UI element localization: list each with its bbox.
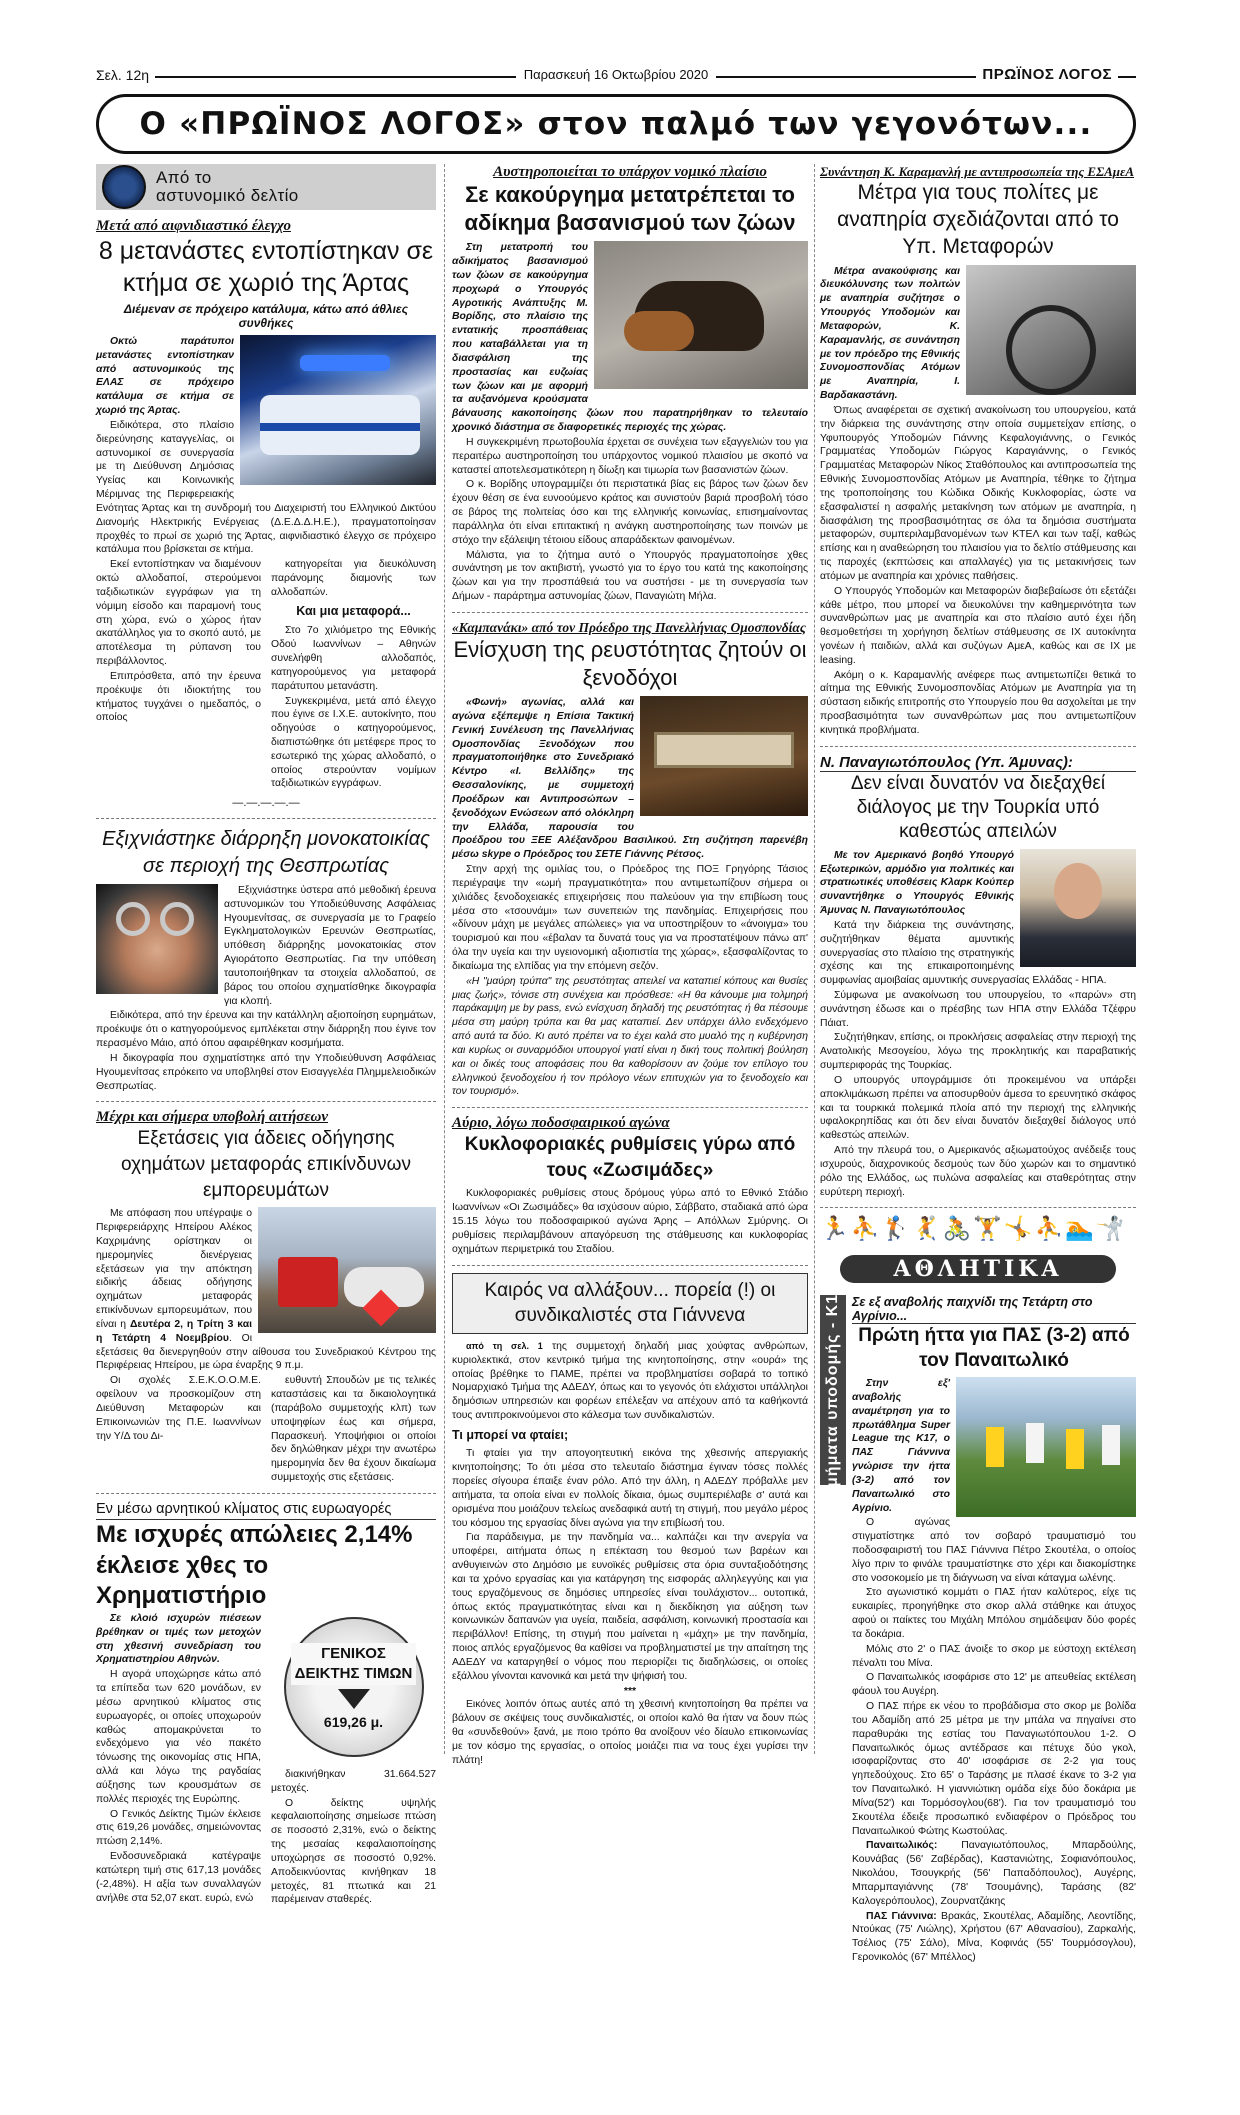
article-paragraph: Για παράδειγμα, με την πανδημία να... καλπάζει και την ανεργία να υποφέρει, αιτήματα όπως η επέκταση του θεσμού των βαρέων και ανθυγιεινών στο Δημόσιο με ευνοϊκές ρυθμίσεις στα όρια συνταξιοδότησης και τα χρόνο εργασίας και για κατάργηση της εισφοράς αλληλεγγύης και για τους εργαζόμενους σε δημόσιες υπηρεσίες είναι τουλάχιστον... ουτοπικά, όπως εκτός πραγματικότητας είναι και η διεκδίκηση για αύξηση των κοινωνικών δαπανών για υγεία, παιδεία, ασφάλιση, κοινωνική προστασία και περιβάλλον! Επίσης, τη στιγμή που μαίνεται η «μάχη» με την πανδημία, ποιος απλός εργαζόμενος θα καθίσει να προβληματιστεί με την απαίτηση της ΑΔΕΔΥ να καταργηθεί ο νόμος που περιορίζει τις διαδηλώσεις, οι οποίες εξάλλου γίνονται κανονικά και μετά την ψήφισή του.: [452, 1532, 808, 1682]
reception-photo: [640, 696, 808, 816]
column-divider: [444, 164, 445, 1754]
article-paragraph: Με απόφαση που υπέγραψε ο Περιφερειάρχης Ηπείρου Αλέκος Καχριμάνης ορίστηκαν οι ημερομηνίες διενέργειας εξετάσεων για την απόκτηση ειδικής άδειας οδήγησης οχημάτων μεταφοράς επικίνδυνων εμπορευμάτων, που είναι η Δευτέρα 2, η Τρίτη 3 και η Τετάρτη 4 Νοεμβρίου. Οι εξετάσεις θα διενεργηθούν στην αίθουσα του Συνεδριακού Κέντρου της Περιφέρειας Ηπείρου, με ώρα έναρξης 9 π.μ.: [96, 1208, 436, 1372]
column-center: [452, 164, 808, 1766]
article-kicker: Εν μέσω αρνητικού κλίματος στις ευρωαγορές: [96, 1501, 436, 1520]
article-kicker: Μετά από αιφνιδιαστικό έλεγχο: [96, 218, 291, 234]
athletes-silhouette-icon: 🏃⛹🏌🤾🚴🏋🤸⛹🏊🤺: [820, 1215, 1127, 1242]
article-kicker: Αυστηροποιείται το υπάρχον νομικό πλαίσιο: [493, 164, 767, 180]
article-lead: Στην εξ' αναβολής αναμέτρηση για το πρωτάθλημα Super League της Κ17, ο ΠΑΣ Γιάννινα γνώρισε την ήττα (3-2) από τον Παναιτωλικό στο Αγρίνιο.: [852, 1378, 950, 1514]
article-burglary: [96, 826, 436, 1102]
article-paragraph: Ο ΠΑΣ πήρε εκ νέου το προβάδισμα στο σκορ με βολίδα του Αδαμίδη από 25 μέτρα με την μπάλα να πηγαίνει στο παραθυράκι της εστίας του Παναγιωτόπουλου 1-2. Ο Παναιτωλικός όμως αντέδρασε και πέτυχε δύο γκολ, ισοφαρίζοντας στο 40' ισοφάρισε σε 2-2 για τους γηπεδούχους. Στο 65' ο Ταράσης με πλασέ έκανε το 3-2 για τον Παναιτωλικό. Η γιαννιώτικη ομάδα είχε δύο δοκάρια με Μίνα(52') και Τορμόσογλου(68'). Για τον τραυματισμό του Σκουτέλα έδειξε προσωπικό ενδιαφέρον ο Πρόεδρος του Παναιτωλικού Φώτης Κωστούλας.: [852, 1701, 1136, 1837]
article-title: Κυκλοφοριακές ρυθμίσεις γύρω από τους «Ζωσιμάδες»: [464, 1134, 796, 1181]
article-title: 8 μετανάστες εντοπίστηκαν σε κτήμα σε χωριό της Άρτας: [98, 237, 434, 297]
article-paragraph: Εκεί εντοπίστηκαν να διαμένουν οκτώ αλλοδαποί, στερούμενοι ταξιδιωτικών εγγράφων για τη νόμιμη είσοδο και παραμονή τους στη χώρα, ενώ ο χώρος ήταν ακατάλληλος για το σκοπό αυτό, με αποτέλεσμα τη ρύπανση του περιβάλλοντος.: [96, 559, 261, 668]
article-paragraph: Εικόνες λοιπόν όπως αυτές από τη χθεσινή κινητοποίηση θα πρέπει να βάλουν σε σκέψεις τους συνδικαλιστές, οι οποίοι καλό θα ήταν να δουν πώς θα «συνδεθούν» ξανά, με ποιο τρόπο θα ανοίξουν νέο δίαυλο επικοινωνίας με τον κόσμο της εργασίας, ο οποίος μοιάζει πια να τους έχει γυρίσει την πλάτη!: [452, 1699, 808, 1766]
article-title: Ενίσχυση της ρευστότητας ζητούν οι ξενοδόχοι: [453, 636, 807, 690]
handcuffs-photo: [96, 884, 218, 994]
article-paragraph: Ο Γενικός Δείκτης Τιμών έκλεισε στις 619,26 μονάδες, σημειώνοντας πτώση 2,14%.: [96, 1808, 261, 1848]
police-emblem-icon: [102, 165, 146, 209]
article-paragraph: Οι σχολές Σ.Ε.Κ.Ο.Ο.Μ.Ε. οφείλουν να προσκομίζουν στη Διεύθυνση Μεταφορών και Επικοινωνιών της Π.Ε. Ιωαννίνων την Υ/Δ του Δι-: [96, 1375, 261, 1442]
youth-section-tag: Τμήματα υποδομής - Κ17: [820, 1295, 846, 1485]
article-kicker: Μέχρι και σήμερα υποβολή αιτήσεων: [96, 1109, 329, 1126]
minister-photo: [1020, 849, 1136, 967]
article-paragraph: Στο αγωνιστικό κομμάτι ο ΠΑΣ ήταν καλύτερος, είχε τις ευκαιρίες, προηγήθηκε στο σκορ αλλά στάθηκε και άτυχος αφού οι παίκτες του Μιχάλη Μπόλου σημάδεψαν δύο φορές τα δοκάρια.: [852, 1587, 1136, 1640]
article-disability-measures: [820, 164, 1136, 747]
article-paragraph: από τη σελ. 1 της συμμετοχή δηλαδή μιας χούφτας ανθρώπων, κυριολεκτικά, στον κεντρικό τμήμα της κινητοποίησης, στην «ουρά» της οποίας βρέθηκε το ΠΑΜΕ, πρέπει να προβληματίσει σοβαρά το τοπικό Νομαρχιακό Τμήμα της ΑΔΕΔΥ, όπως και το γεγονός ότι ελάχιστοι υπάλληλοι δημόσιων υπηρεσιών και φορέων επέλεξαν να απέχουν από τα καθήκοντά τους αντιπροκινούμενοι στο κάλεσμα των συνδικαλιστών.: [452, 1340, 808, 1422]
article-kicker: «Καμπανάκι» από τον Πρόεδρο της Πανελλήνιας Ομοσπονδίας: [452, 619, 806, 635]
article-stock-market: [96, 1501, 436, 1908]
lineup-home: Παναιτωλικός: Παναγιωτόπουλος, Μπαρδούλης, Κουνάβας (56' Ζαβέρδας), Καστανιώτης, Σοφιανόπουλος, Νικολάου, Τσουγκρής (56' Παπαδόπουλος), Αυγέρης, Μπαρμπαγιάννης (78' Τσουμάνης), Ταράσης (82' Καλογερόπουλος), Ζουρνατζάκης: [852, 1840, 1136, 1907]
down-arrow-icon: [338, 1689, 370, 1709]
football-match-photo: [956, 1377, 1136, 1517]
article-subtitle: Διέμεναν σε πρόχειρο κατάλυμα, κάτω από άθλιες συνθήκες: [123, 302, 409, 330]
article-migrants: [96, 218, 436, 819]
article-paragraph: κατηγορείται για διευκόλυνση παράνομης διαμονής των αλλοδαπών.: [271, 559, 436, 598]
article-lead: Στη μετατροπή του αδικήματος βασανισμού των ζώων σε κακούργημα προχωρά ο Υπουργός Αγροτικής Ανάπτυξης Μ. Βορίδης, στο πλαίσιο της εντατικής προσπάθειας που καταβάλλεται για τη διασφάλιση της προστασίας και ευζωίας των ζώων και με αφορμή τα αυξανόμενα κρούσματα βάναυσης κακοποίησης ζώων που παρατηρήθηκαν το τελευταίο χρονικό διάστημα σε διαφορετικές περιοχές της χώρας.: [452, 242, 808, 434]
article-paragraph: Κατά την διάρκεια της συνάντησης, συζητήθηκαν θέματα αμυντικής συνεργασίας στο πλαίσιο της στρατηγικής σχέσης και της επικαιροποιημένης συμφωνίας αμοιβαίας αμυντικής συνεργασίας Ελλάδας - ΗΠΑ.: [820, 919, 1107, 987]
article-animal-abuse: [452, 164, 808, 613]
article-subheading: Τι μπορεί να φταίει;: [452, 1427, 569, 1442]
article-title: Σε κακούργημα μετατρέπεται το αδίκημα βασανισμού των ζώων: [464, 182, 796, 236]
article-paragraph: Ακόμη ο κ. Καραμανλής ανέφερε πως αντιμετωπίζει θετικά το αίτημα της Εθνικής Συνομοσπονδίας Ατόμων με Αναπηρία για τη σύσταση ειδικής επιτροπής στο Υπουργείο που θα ασχολείται με την προσβασιμότητα των συνανθρώπων μας που αντιμετωπίζουν κινητικά προβλήματα.: [820, 669, 1136, 736]
article-paragraph: Συγκεκριμένα, μετά από έλεγχο που έγινε σε Ι.Χ.Ε. αυτοκίνητο, που οδηγούσε ο κατηγορούμενος, διαπιστώθηκε ότι μετέφερε προς το εσωτερικό της χώρας αλλοδαπό, ο οποίος στερούνταν νομίμων ταξιδιωτικών εγγράφων.: [271, 695, 436, 790]
column-divider: [814, 164, 815, 1754]
article-paragraph: διακινήθηκαν 31.664.527 μετοχές.: [271, 1768, 436, 1794]
article-paragraph: Ενδοσυνεδριακά κατέγραψε κατώτερη τιμή στις 617,13 μονάδες (-2,48%). Η αξία των συναλλαγών ανήλθε στα 52,07 εκατ. ευρώ, ενώ: [96, 1851, 261, 1904]
article-paragraph: Η αγορά υποχώρησε κάτω από τα επίπεδα των 620 μονάδων, εν μέσω αρνητικού κλίματος στις ευρωαγορές, οι οποίες υποχωρούν καθώς απομακρύνεται το ενδεχόμενο για νέο πακέτο τόνωσης της οικονομίας στις ΗΠΑ, αλλά και λόγω της ραγδαίας αύξησης των κρουσμάτων σε πολλές περιοχές της Ευρώπης.: [96, 1669, 261, 1805]
article-paragraph: Όπως αναφέρεται σε σχετική ανακοίνωση του υπουργείου, κατά την διάρκεια της συνάντησης στην οποία συμμετείχαν επίσης, ο Υφυπουργός Υποδομών Γιάννης Κεφαλογιάννης, ο Γενικός Γραμματέας Υποδομών Γιώργος Καραγιάννης, ο Γενικός Γραμματέας Μεταφορών Νίκος Σταθόπουλος και αντιπροσωπεία της Εθνικής Συνομοσπονδίας Ατόμων με Αναπηρία, τέθηκε το ζήτημα της τροποποίησης του Κώδικα Οδικής Κυκλοφορίας, ώστε να εξασφαλιστεί η ασφαλής μετακίνηση των ατόμων με αναπηρία, η διασφάλιση της προσβασιμότητας σε όλα τα δημόσια συστήματα μεταφορών, συμπεριλαμβανομένων των ΚΤΕΛ και των ταξί, καθώς επίσης και η αναθεώρηση του πλαισίου για το δελτίο στάθμευσης και τις παροχές (εκπτώσεις και απαλλαγές) για τις μετακινήσεις των ατόμων με αναπηρία και χρόνιες παθήσεις.: [820, 404, 1136, 582]
sports-section-header: [820, 1215, 1136, 1289]
article-traffic: [452, 1115, 808, 1265]
index-value: 619,26 μ.: [323, 1713, 384, 1730]
tanker-truck-photo: [258, 1207, 436, 1333]
article-paragraph: Ο υπουργός υπογράμμισε ότι προκειμένου να υπάρξει αποκλιμάκωση πρέπει να αποσυρθούν άμεσα το ερευνητικό σκάφος και τα τουρκικά πολεμικά πλοία από την περιοχή της ελληνικής υφαλοκρηπίδας και ότι δεν είναι δυνατόν διεξαχθεί διάλογος υπό καθεστώς απειλών.: [820, 1074, 1136, 1142]
wheelchair-photo: [966, 265, 1136, 395]
article-title-box: [452, 1273, 808, 1334]
article-defense: [820, 754, 1136, 1209]
article-paragraph: Στο 7ο χιλιόμετρο της Εθνικής Οδού Ιωαννίνων – Αθηνών συνελήφθη αλλοδαπός, κατηγορούμενος για μεταφορά παράτυπου μετανάστη.: [271, 625, 436, 692]
article-title: Δεν είναι δυνατόν να διεξαχθεί διάλογος με την Τουρκία υπό καθεστώς απειλών: [850, 772, 1106, 843]
article-paragraph: Ο δείκτης υψηλής κεφαλαιοποίησης σημείωσε πτώση σε ποσοστό 2,31%, ενώ ο δείκτης της μεσαίας κεφαλαιοποίησης υποχώρησε σε ποσοστό 0,92%. Αποδεικνύοντας κινήθηκαν 18 μετοχές, 81 πτωτικά και 21 παρέμειναν σταθερές.: [271, 1797, 436, 1906]
article-paragraph: Ο Υπουργός Υποδομών και Μεταφορών διαβεβαίωσε ότι εξετάζει κάθε μέτρο, που μπορεί να διευκολύνει την καθημερινότητα των συνανθρώπων μας με αναπηρία και στο πλαίσιο αυτό έχει ήδη θεσμοθετήσει τη χορήγηση δελτίων στάθμευσης σε ΙΧ αυτοκίνητα γονέων ή παιδιών, αλλά και συζύγων ΑμεΑ, καθώς και σε ΙΧ με leasing.: [820, 585, 1136, 666]
article-lead: Μέτρα ανακούφισης και διευκόλυνσης των πολιτών με αναπηρία συζήτησε ο Υπουργός Υποδομών και Μεταφορών, Κ. Καραμανλής, σε συνάντηση με τον πρόεδρο της Εθνικής Συνομοσπονδίας Ατόμων με Αναπηρία, Ι. Βαρδακαστάνη.: [820, 265, 960, 402]
article-lead: Με τον Αμερικανό βοηθό Υπουργό Εξωτερικών, αρμόδιο για πολιτικές και στρατιωτικές υποθέσεις Κλαρκ Κούπερ συναντήθηκε ο Υπουργός Εθνικής Άμυνας Ν. Παναγιωτόπουλος: [820, 849, 1014, 917]
article-paragraph: Σύμφωνα με ανακοίνωση του υπουργείου, το «παρών» στη συνάντηση έδωσε και ο πρέσβης των ΗΠΑ στην Ελλάδα Τζέφρυ Πάιατ.: [820, 990, 1136, 1029]
lineup-away: ΠΑΣ Γιάννινα: Βρακάς, Σκουτέλας, Αδαμίδης, Λεοντίδης, Ντούκας (75' Λιώλης), Χρήστου (67' Αθανασίου), Ζαρκαλής, Τσέλιος (75' Σάλο), Μίνα, Κοφινάς (55' Τουρμόσογλου), Γερονικολός (67' Μπέλλος): [852, 1910, 1136, 1963]
article-paragraph: Η συγκεκριμένη πρωτοβουλία έρχεται σε συνέχεια των εξαγγελιών του για περαιτέρω αυστηροποίηση του υπάρχοντος νομικού πλαισίου με σκοπό να καταστεί αποτελεσματικότερη η δίωξη και τιμωρία των βασανιστών ζώων.: [452, 436, 808, 476]
page-header: [96, 64, 1136, 86]
article-paragraph: Ο κ. Βορίδης υπογραμμίζει ότι περιστατικά βίας εις βάρος των ζώων δεν έχουν θέση σε ένα ευνοούμενο κράτος και συνιστούν βαριά προσβολή τόσο σε βάρος της πολιτείας όσο και της ελληνικής κοινωνίας, επισημαίνοντας παράλληλα ότι είναι επιτακτική η ανάγκη αυστηροποίησης των ποινών με στόχο την εξάλειψη τέτοιου είδους απαράδεκτων φαινομένων.: [452, 479, 808, 546]
column-right: [820, 164, 1136, 1963]
article-paragraph: Η δικογραφία που σχηματίστηκε από την Υποδιεύθυνση Ασφάλειας Ηγουμενίτσας επρόκειτο να υποβληθεί στον Εισαγγελέα Πλημμελειοδικών Θεσπρωτίας.: [96, 1052, 436, 1092]
article-lead: «Φωνή» αγωνίας, αλλά και αγώνα εξέπεμψε η Επίσια Τακτική Γενική Συνέλευση της Πανελλήνιας Ομοσπονδίας Ξενοδόχων που πραγματοποιήθηκε στο Συνεδριακό Κέντρο «Ι. Βελλίδης» της Θεσσαλονίκης, με συμμετοχή Προέδρων και Αντιπροσώπων – ξενοδόχων Ενώσεων από ολόκληρη την Ελλάδα, παρουσία του Προέδρου του ΞΕΕ Αλέξανδρου Βασιλικού. Στη συζήτηση παρενέβη μέσω skype ο Πρόεδρος του ΣΕΤΕ Γιάννης Ρέτσος.: [452, 697, 808, 861]
article-paragraph: Τι φταίει για την απογοητευτική εικόνα της χθεσινής απεργιακής κινητοποίησης; Το ότι μέσα στο τελευταίο διάστημα έγιναν τόσες πολλές πορείες σίγουρα έπαιξε έναν ρόλο. Από την άλλη, η ΑΔΕΔΥ πρόβαλλε μεν αιτήματα, τα οποία είναι εν πολλοίς δίκαια, όμως συμπεριέλαβε σ' αυτά και ορισμένα που μοιάζουν τελείως ανεδαφικά αυτή τη στιγμή, που μεγάλο μέρος του κόσμου της εργασίας δίνει αγώνα για την επιβίωσή του.: [452, 1448, 808, 1529]
police-bulletin-header: [96, 164, 436, 210]
article-paragraph: Συζητήθηκαν, επίσης, οι προκλήσεις ασφαλείας στην περιοχή της Ανατολικής Μεσογείου, λόγω της προκλητικής και παραβατικής συμπεριφοράς της Τουρκίας.: [820, 1032, 1136, 1072]
newspaper-name: ΠΡΩΪΝΟΣ ΛΟΓΟΣ: [976, 66, 1118, 83]
police-bulletin-label: Από το αστυνομικό δελτίο: [156, 168, 299, 205]
police-car-photo: [240, 335, 436, 485]
article-paragraph: «Η "μαύρη τρύπα" της ρευστότητας απειλεί να καταπιεί κόπους και θυσίες μιας ζωής», τόνισε στη συνέχεια και πρόσθεσε: «Η θα κάνουμε μια τολμηρή παράκαμψη με by pass, ενώ ενίσχυση δηλαδή της ρευστότητας ή θα πέσουμε μέσα στη μαύρη τρύπα και θα μας καταπιεί. Δεν υπάρχει άλλο ενδεχόμενο από αυτά τα δύο. Κι αυτό πρέπει να το έχει καλά στο μυαλό της η κυβέρνηση και κυρίως οι συναρμόδιοι υπουργοί γιατί είναι η δική τους πολιτική βούληση και οι δικές τους αποφάσεις που θα καθορίσουν αν ζούμε τον επίλογο του ελληνικού ξενοδοχείου ή τον πρόλογο νέων επιτυχιών για το ξενοδοχείο και τον τουρισμό».: [452, 975, 808, 1098]
article-hazmat-licenses: [96, 1109, 436, 1493]
section-divider: ***: [623, 1685, 637, 1697]
article-kicker: Ν. Παναγιωτόπουλος (Υπ. Άμυνας):: [820, 754, 1136, 772]
article-paragraph: Κυκλοφοριακές ρυθμίσεις στους δρόμους γύρω από το Εθνικό Στάδιο Ιωαννίνων «Οι Ζωσιμάδες» θα ισχύσουν αύριο, Σάββατο, σταδιακά από ώρα 15.15 λόγω του ποδοσφαιρικού αγώνα Άρης – Απόλλων Σμύρνης. Οι ρυθμίσεις περιλαμβάνουν απαγόρευση της στάθμευσης και κυκλοφορίας οχημάτων περιμετρικά του Σταδίου.: [452, 1188, 808, 1255]
article-title: Πρώτη ήττα για ΠΑΣ (3-2) από τον Παναιτωλικό: [858, 1325, 1130, 1371]
article-paragraph: Ειδικότερα, από την έρευνα και την κατάλληλη αξιοποίηση ευρημάτων, προέκυψε ότι ο κατηγορούμενος εμπλέκεται στην διάρρηξη που έγινε τον περασμένο Μάιο, από όπου αφαιρέθηκαν κοσμήματα.: [96, 1010, 436, 1050]
article-lead: Οκτώ παράτυποι μετανάστες εντοπίστηκαν από αστυνομικούς της ΕΛΑΣ σε πρόχειρο κατάλυμα σε κτήμα σε χωριό της Άρτας.: [96, 336, 234, 417]
index-label: ΓΕΝΙΚΟΣ ΔΕΙΚΤΗΣ ΤΙΜΩΝ: [291, 1643, 417, 1685]
index-graphic: [271, 1612, 436, 1762]
article-title: Μέτρα για τους πολίτες με αναπηρία σχεδιάζονται από το Υπ. Μεταφορών: [837, 181, 1119, 258]
article-paragraph: Ο αγώνας στιγματίστηκε από τον σοβαρό τραυματισμό του ποδοσφαιριστή του ΠΑΣ Γιάννινα Πέτρο Σκουτέλα, ο οποίος λίγο πριν το φινάλε τραυματίστηκε στο χέρι και διακομίστηκε στο νοσοκομείο με τη διάγνωση να είναι κάταγμα ωλένης.: [852, 1517, 1136, 1584]
article-paragraph: Ειδικότερα, στο πλαίσιο διερεύνησης καταγγελίας, οι αστυνομικοί σε συνεργασία με τη Διεύθυνση Δημόσιας Υγείας και Κοινωνικής Μέριμνας της Περιφερειακής Ενότητας Άρτας και τη συνδρομή του Διαχειριστή του Ελληνικού Δικτύου Διανομής Ηλεκτρικής Ενέργειας (Δ.Ε.Δ.Δ.Η.Ε.), πραγματοποίησαν προχθές το πρωί σε χωριό της Άρτας, αιφνιδιαστικό έλεγχο σε πρόχειρο κατάλυμα που βρίσκεται σε κτήμα.: [96, 419, 436, 556]
article-kicker: Σε εξ αναβολής παιχνίδι της Τετάρτη στο Αγρίνιο...: [852, 1295, 1136, 1324]
article-unions: [452, 1273, 808, 1768]
article-pas-youth: [820, 1284, 1136, 2115]
article-title: Με ισχυρές απώλειες 2,14% έκλεισε χθες το Χρηματιστήριο: [96, 1520, 413, 1610]
article-kicker: Συνάντηση Κ. Καραμανλή με αντιπροσωπεία της ΕΣΑμεΑ: [820, 164, 1135, 179]
article-kicker: Αύριο, λόγω ποδοσφαιρικού αγώνα: [452, 1115, 670, 1132]
article-lead: Σε κλοιό ισχυρών πιέσεων βρέθηκαν οι τιμές των μετοχών στη χθεσινή συνεδρίαση του Χρηματιστηρίου Αθηνών.: [96, 1612, 261, 1666]
article-title: Εξετάσεις για άδειες οδήγησης οχημάτων μεταφοράς επικίνδυνων εμπορευμάτων: [121, 1128, 411, 1201]
article-title: Καιρός να αλλάξουν... πορεία (!) οι συνδικαλιστές στα Γιάννενα: [484, 1279, 776, 1327]
article-subheading: Και μια μεταφορά...: [296, 603, 411, 618]
issue-date: Παρασκευή 16 Οκτωβρίου 2020: [96, 67, 1136, 82]
article-paragraph: Εξιχνιάστηκε ύστερα από μεθοδική έρευνα αστυνομικών του Υποδιεύθυνσης Ασφάλειας Ηγουμενίτσας, σε συνεργασία με το Γραφείο Εγκληματολογικών Ερευνών Θεσπρωτίας, υπόθεση διάρρηξης μονοκατοικίας στον Αγιοράτοπο Θεσπρωτίας. Για την υπόθεση ταυτοποιήθηκαν τα στοιχεία αλλοδαπού, σε βάρος του οποίου σχηματίσθηκε δικογραφία για κλοπή.: [224, 884, 436, 1007]
dog-photo: [594, 241, 808, 389]
sports-label-box: ΑΘΛΗΤΙΚΑ: [840, 1255, 1116, 1283]
article-paragraph: Μόλις στο 2' ο ΠΑΣ άνοιξε το σκορ με εύστοχη εκτέλεση πέναλτι του Μίνα.: [852, 1643, 1136, 1669]
article-paragraph: Ο Παναιτωλικός ισοφάρισε στο 12' με απευθείας εκτέλεση φάουλ του Αυγέρη.: [852, 1672, 1136, 1698]
article-title: Εξιχνιάστηκε διάρρηξη μονοκατοικίας σε περιοχή της Θεσπρωτίας: [102, 827, 430, 877]
column-left: [96, 164, 436, 1906]
article-paragraph: Μάλιστα, για το ζήτημα αυτό ο Υπουργός πραγματοποίησε χθες συνάντηση με τον ακτιβιστή, γνωστό για το έργο του κατά της κακοποίησης ζώων και για την προσπάθειά του να συστήσει - με τη συνεργασία των Δήμων - παράρτημα αστυνομίας ζώων, Παναγιώτη Μήλα.: [452, 549, 808, 603]
article-paragraph: Από την πλευρά του, ο Αμερικανός αξιωματούχος ανέδειξε τους ισχυρούς, διαχρονικούς δεσμούς των δύο χωρών και το σημαντικό ρόλο της Ελλάδος, ως πυλώνα ασφαλείας και σταθερότητας στην ευρύτερη περιοχή.: [820, 1145, 1136, 1198]
section-divider: —.—.—.—.—: [232, 797, 300, 810]
article-paragraph: Στην αρχή της ομιλίας του, ο Πρόεδρος της ΠΟΞ Γρηγόρης Τάσιος περιέγραψε την «ωμή πραγματικότητα» που αντιμετωπίζουν σήμερα οι χιλιάδες ξενοδοχειακές επιχειρήσεις που παλεύουν για την επιβίωση τους μέσα στο «τσουνάμι» των συνεπειών της πανδημίας. Επιχειρήσεις που «δίνουν μάχη με μεγάλες απώλειες» για να υποστηρίξουν το «άνοιγμα» του τουρισμού και που «έβαλαν τα δυνατά τους για να προστατέψουν πάνω απ' όλα την υγεία και την υγειονομική αξιοπιστία της χώρας», εξασφαλίζοντας το δικαίωμα της ελπίδας για την επόμενη σεζόν.: [452, 864, 808, 972]
page-number: Σελ. 12η: [96, 67, 155, 83]
article-paragraph: Επιπρόσθετα, από την έρευνα προέκυψε ότι ιδιοκτήτης του κτήματος τυγχάνει ο ημεδαπός, ο οποίος: [96, 670, 261, 724]
article-hoteliers: [452, 620, 808, 1108]
article-paragraph: ευθυντή Σπουδών με τις τελικές καταστάσεις και τα δικαιολογητικά (παράβολο συμμετοχής κλπ) των υποψηφίων έως και σήμερα, Παρασκευή. Υποψήφιοι οι οποίοι δεν δηλώθηκαν μέχρι την ανωτέρω ημερομηνία δεν θα έχουν δικαίωμα συμμετοχής στις εξετάσεις.: [271, 1375, 436, 1483]
page-banner: Ο «ΠΡΩΪΝΟΣ ΛΟΓΟΣ» στον παλμό των γεγονότων...: [96, 94, 1136, 154]
